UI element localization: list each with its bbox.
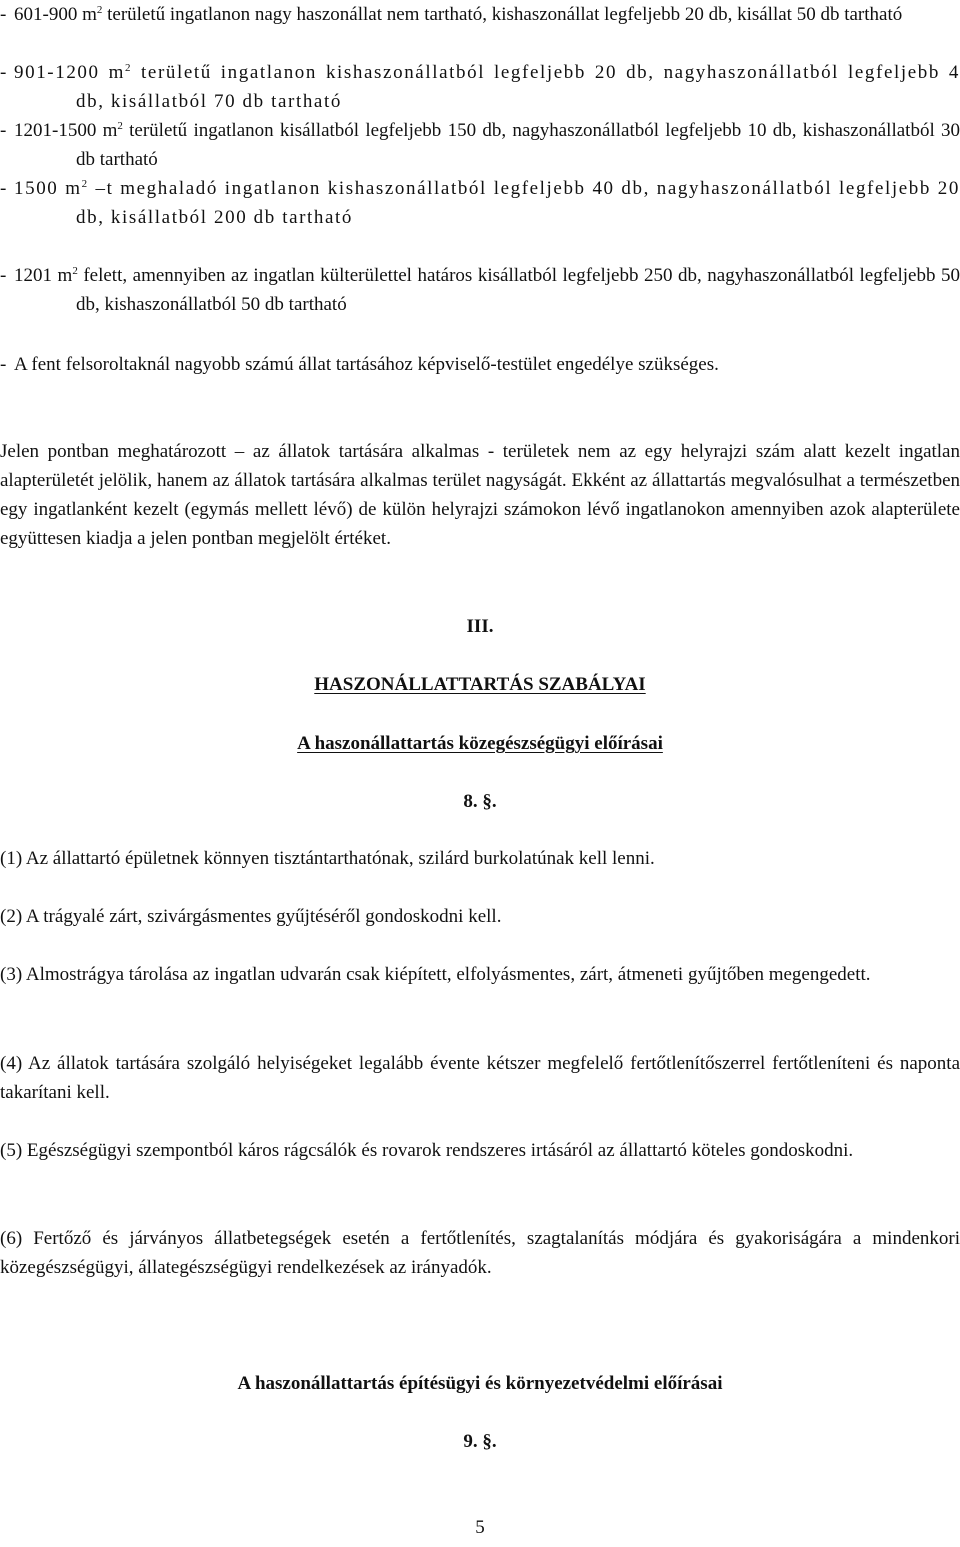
bullet-item: - 601-900 $m^2$ területű ingatlanon nagy haszonállat nem tartható, kishaszonállat legfeljebb 20 db, kisállat 50 db tartható [0, 4, 903, 25]
bullet-item: - 1201 $m^2$ felett, amennyiben az ingatlan külterülettel határos kisállatból legfeljebb 250 db, nagyhaszonállatból legfeljebb 50 db, kishaszonállatból 50 db tartható [0, 265, 960, 315]
list-item: (3) Almostrágya tárolása az ingatlan udvarán csak kiépített, elfolyásmentes, zárt, átmeneti gyűjtőben megengedett. [0, 964, 871, 985]
paragraph-number: 9. §. [463, 1431, 497, 1452]
list-item: (1) Az állattartó épületnek könnyen tisztántarthatónak, szilárd burkolatúnak kell lenni. [0, 848, 655, 869]
list-item: (2) A trágyalé zárt, szivárgásmentes gyűjtéséről gondoskodni kell. [0, 906, 502, 927]
chapter-number: III. [466, 616, 494, 637]
section-title: A haszonállattartás közegészségügyi előírásai [297, 733, 663, 754]
bullet-item: - 1201-1500 $m^2$ területű ingatlanon kisállatból legfeljebb 150 db, nagyhaszonállatból legfeljebb 10 db, kishaszonállatból 30 db tartható [0, 120, 960, 170]
list-item: (5) Egészségügyi szempontból káros rágcsálók és rovarok rendszeres irtásáról az állattartó köteles gondoskodni. [0, 1140, 854, 1161]
paragraph-number: 8. §. [463, 791, 497, 812]
list-item: (4) Az állatok tartására szolgáló helyiségeket legalább évente kétszer megfelelő fertőtlenítőszerrel fertőtleníteni és naponta takarítani kell. [0, 1053, 960, 1103]
bullet-item: - 1500 $m^2$ –t meghaladó ingatlanon kishaszonállatból legfeljebb 40 db, nagyhaszonállatból legfeljebb 20 db, kisállatból 200 db tartható [0, 178, 960, 228]
bullet-item: - A fent felsoroltaknál nagyobb számú állat tartásához képviselő-testület engedélye szükséges. [0, 354, 719, 375]
page-number: 5 [475, 1517, 485, 1538]
chapter-title: HASZONÁLLATTARTÁS SZABÁLYAI [314, 674, 646, 695]
section-title: A haszonállattartás építésügyi és környezetvédelmi előírásai [237, 1373, 723, 1394]
list-item: (6) Fertőző és járványos állatbetegségek esetén a fertőtlenítés, szagtalanítás módjára és gyakoriságára a mindenkori közegészségügyi, állategészségügyi rendelkezések az irányadók. [0, 1228, 960, 1278]
bullet-item: - 901-1200 $m^2$ területű ingatlanon kishaszonállatból legfeljebb 20 db, nagyhaszonállatból legfeljebb 4 db, kisállatból 70 db tartható [0, 62, 960, 112]
body-paragraph: Jelen pontban meghatározott – az állatok tartására alkalmas - területek nem az egy helyrajzi szám alatt kezelt ingatlan alapterületét jelölik, hanem az állatok tartására alkalmas terület nagyságát. Ekként az állattartás megvalósulhat a természetben egy ingatlanként kezelt (egymás mellett lévő) de külön helyrajzi számokon lévő ingatlanokon amennyiben azok alapterülete együttesen kiadja a jelen pontban megjelölt értéket. [0, 441, 960, 549]
